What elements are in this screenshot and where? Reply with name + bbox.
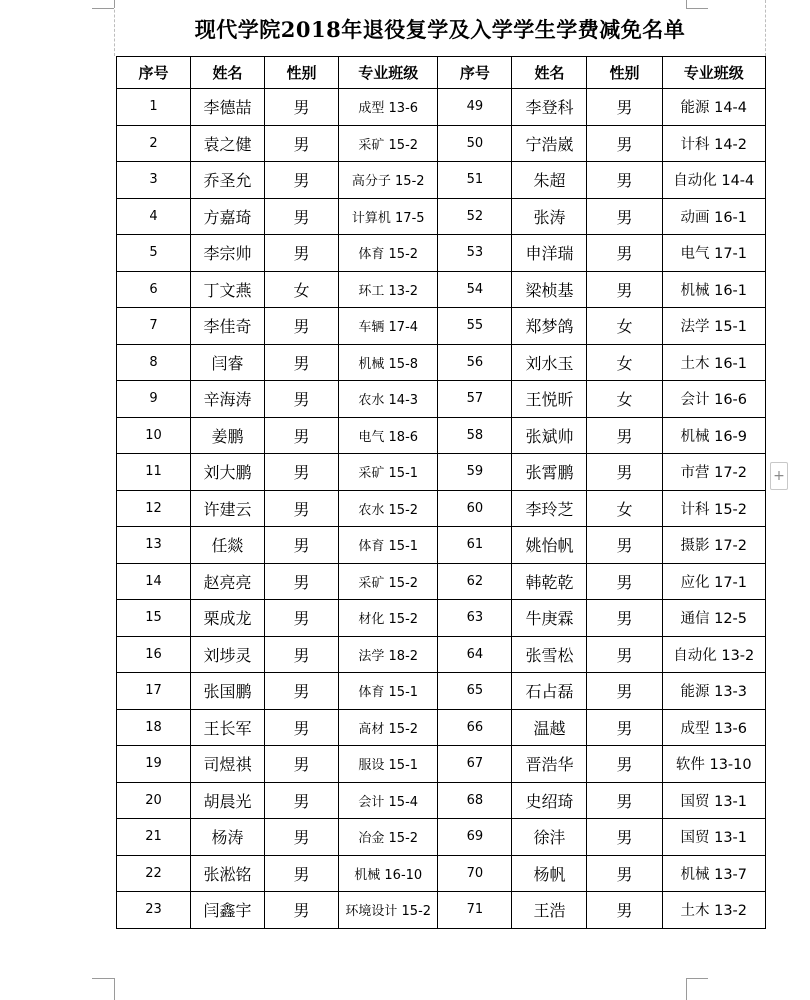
cell-name: 闫睿 xyxy=(191,344,265,381)
cell-no: 9 xyxy=(117,381,191,418)
cell-gender: 男 xyxy=(587,417,662,454)
cell-name: 张雪松 xyxy=(512,636,587,673)
cell-name: 宁浩崴 xyxy=(512,125,587,162)
cell-gender: 男 xyxy=(587,89,662,126)
header-no: 序号 xyxy=(117,57,191,89)
table-row xyxy=(117,162,766,199)
cell-major: 电气 17-1 xyxy=(662,235,766,272)
cell-no: 57 xyxy=(438,381,512,418)
table-row xyxy=(117,709,766,746)
cell-gender: 男 xyxy=(587,600,662,637)
cell-major: 环境设计 15-2 xyxy=(339,892,438,929)
table-row xyxy=(117,673,766,710)
cell-gender: 男 xyxy=(265,636,339,673)
cell-gender: 男 xyxy=(587,636,662,673)
cell-name: 刘大鹏 xyxy=(191,454,265,491)
cell-no: 51 xyxy=(438,162,512,199)
table-row xyxy=(117,819,766,856)
cell-name: 刘水玉 xyxy=(512,344,587,381)
cell-no: 69 xyxy=(438,819,512,856)
table-row xyxy=(117,855,766,892)
cell-gender: 男 xyxy=(265,162,339,199)
cell-gender: 男 xyxy=(265,490,339,527)
cell-no: 18 xyxy=(117,709,191,746)
cell-name: 闫鑫宇 xyxy=(191,892,265,929)
cell-gender: 男 xyxy=(265,454,339,491)
cell-no: 64 xyxy=(438,636,512,673)
cell-major: 采矿 15-2 xyxy=(339,563,438,600)
cell-no: 21 xyxy=(117,819,191,856)
cell-no: 7 xyxy=(117,308,191,345)
table-row xyxy=(117,636,766,673)
cell-gender: 男 xyxy=(265,600,339,637)
cell-no: 65 xyxy=(438,673,512,710)
cell-gender: 男 xyxy=(587,819,662,856)
add-icon[interactable]: + xyxy=(770,462,788,490)
cell-major: 能源 14-4 xyxy=(662,89,766,126)
cell-no: 71 xyxy=(438,892,512,929)
cell-gender: 男 xyxy=(587,746,662,783)
table-row xyxy=(117,308,766,345)
header-major: 专业班级 xyxy=(662,57,766,89)
cell-major: 环工 13-2 xyxy=(339,271,438,308)
cell-major: 体育 15-2 xyxy=(339,235,438,272)
table-row xyxy=(117,746,766,783)
cell-gender: 男 xyxy=(265,855,339,892)
cell-major: 体育 15-1 xyxy=(339,673,438,710)
cell-name: 杨帆 xyxy=(512,855,587,892)
cell-major: 计科 14-2 xyxy=(662,125,766,162)
cell-gender: 男 xyxy=(265,417,339,454)
table-row xyxy=(117,782,766,819)
cell-gender: 男 xyxy=(265,782,339,819)
cell-no: 70 xyxy=(438,855,512,892)
cell-name: 韩乾乾 xyxy=(512,563,587,600)
table-header-row xyxy=(117,57,766,89)
cell-name: 王浩 xyxy=(512,892,587,929)
table-row xyxy=(117,417,766,454)
cell-no: 4 xyxy=(117,198,191,235)
cell-no: 52 xyxy=(438,198,512,235)
cell-major: 材化 15-2 xyxy=(339,600,438,637)
crop-mark xyxy=(686,0,687,8)
table-row xyxy=(117,563,766,600)
cell-major: 体育 15-1 xyxy=(339,527,438,564)
cell-name: 张涛 xyxy=(512,198,587,235)
cell-major: 冶金 15-2 xyxy=(339,819,438,856)
cell-gender: 女 xyxy=(265,271,339,308)
cell-name: 丁文燕 xyxy=(191,271,265,308)
header-name: 姓名 xyxy=(512,57,587,89)
cell-gender: 男 xyxy=(265,344,339,381)
cell-no: 11 xyxy=(117,454,191,491)
cell-name: 杨涛 xyxy=(191,819,265,856)
cell-gender: 男 xyxy=(587,563,662,600)
crop-mark xyxy=(686,978,708,979)
cell-no: 8 xyxy=(117,344,191,381)
header-gender: 性别 xyxy=(265,57,339,89)
cell-gender: 男 xyxy=(587,454,662,491)
cell-major: 土木 13-2 xyxy=(662,892,766,929)
cell-name: 梁桢基 xyxy=(512,271,587,308)
cell-name: 刘埗灵 xyxy=(191,636,265,673)
table-row xyxy=(117,344,766,381)
cell-name: 赵亮亮 xyxy=(191,563,265,600)
cell-name: 张国鹏 xyxy=(191,673,265,710)
cell-major: 能源 13-3 xyxy=(662,673,766,710)
cell-major: 成型 13-6 xyxy=(339,89,438,126)
cell-major: 机械 16-9 xyxy=(662,417,766,454)
document-title: 现代学院2018年退役复学及入学学生学费减免名单 xyxy=(194,17,686,42)
cell-no: 61 xyxy=(438,527,512,564)
cell-no: 15 xyxy=(117,600,191,637)
table-row xyxy=(117,527,766,564)
cell-no: 49 xyxy=(438,89,512,126)
cell-no: 20 xyxy=(117,782,191,819)
cell-name: 王悦昕 xyxy=(512,381,587,418)
cell-name: 晋浩华 xyxy=(512,746,587,783)
cell-no: 62 xyxy=(438,563,512,600)
cell-gender: 女 xyxy=(587,308,662,345)
table-row xyxy=(117,381,766,418)
header-major: 专业班级 xyxy=(339,57,438,89)
cell-major: 采矿 15-1 xyxy=(339,454,438,491)
cell-major: 法学 15-1 xyxy=(662,308,766,345)
cell-major: 动画 16-1 xyxy=(662,198,766,235)
cell-name: 辛海涛 xyxy=(191,381,265,418)
cell-gender: 男 xyxy=(265,235,339,272)
crop-mark xyxy=(686,978,687,1000)
cell-gender: 女 xyxy=(587,381,662,418)
cell-major: 农水 14-3 xyxy=(339,381,438,418)
cell-name: 胡晨光 xyxy=(191,782,265,819)
header-no: 序号 xyxy=(438,57,512,89)
crop-mark xyxy=(114,978,115,1000)
cell-name: 张霄鹏 xyxy=(512,454,587,491)
cell-major: 机械 16-10 xyxy=(339,855,438,892)
cell-major: 计科 15-2 xyxy=(662,490,766,527)
cell-major: 服设 15-1 xyxy=(339,746,438,783)
cell-name: 姚怡帆 xyxy=(512,527,587,564)
cell-gender: 女 xyxy=(587,344,662,381)
cell-gender: 男 xyxy=(587,527,662,564)
cell-gender: 男 xyxy=(265,563,339,600)
cell-gender: 男 xyxy=(587,892,662,929)
cell-name: 姜鹏 xyxy=(191,417,265,454)
cell-major: 高材 15-2 xyxy=(339,709,438,746)
cell-name: 王长军 xyxy=(191,709,265,746)
cell-gender: 男 xyxy=(587,125,662,162)
cell-no: 14 xyxy=(117,563,191,600)
table-body xyxy=(117,89,766,929)
cell-gender: 男 xyxy=(587,235,662,272)
cell-name: 栗成龙 xyxy=(191,600,265,637)
cell-major: 土木 16-1 xyxy=(662,344,766,381)
cell-name: 袁之健 xyxy=(191,125,265,162)
cell-major: 计算机 17-5 xyxy=(339,198,438,235)
cell-no: 3 xyxy=(117,162,191,199)
cell-major: 国贸 13-1 xyxy=(662,782,766,819)
cell-gender: 男 xyxy=(265,527,339,564)
cell-major: 成型 13-6 xyxy=(662,709,766,746)
header-name: 姓名 xyxy=(191,57,265,89)
cell-gender: 男 xyxy=(587,162,662,199)
cell-major: 通信 12-5 xyxy=(662,600,766,637)
cell-no: 53 xyxy=(438,235,512,272)
cell-major: 机械 13-7 xyxy=(662,855,766,892)
cell-name: 李玲芝 xyxy=(512,490,587,527)
table-row xyxy=(117,125,766,162)
cell-major: 机械 15-8 xyxy=(339,344,438,381)
cell-gender: 男 xyxy=(265,673,339,710)
crop-mark xyxy=(114,0,115,8)
cell-no: 60 xyxy=(438,490,512,527)
cell-gender: 男 xyxy=(587,709,662,746)
cell-no: 50 xyxy=(438,125,512,162)
cell-name: 申洋瑞 xyxy=(512,235,587,272)
cell-major: 国贸 13-1 xyxy=(662,819,766,856)
student-list-table xyxy=(116,56,766,929)
crop-mark xyxy=(686,8,708,9)
table-row xyxy=(117,454,766,491)
crop-mark xyxy=(92,8,114,9)
table-row xyxy=(117,892,766,929)
cell-major: 会计 16-6 xyxy=(662,381,766,418)
cell-gender: 男 xyxy=(587,855,662,892)
header-gender: 性别 xyxy=(587,57,662,89)
cell-major: 会计 15-4 xyxy=(339,782,438,819)
cell-no: 67 xyxy=(438,746,512,783)
cell-name: 许建云 xyxy=(191,490,265,527)
table-row xyxy=(117,271,766,308)
cell-no: 54 xyxy=(438,271,512,308)
table-row xyxy=(117,490,766,527)
cell-no: 58 xyxy=(438,417,512,454)
cell-no: 1 xyxy=(117,89,191,126)
cell-no: 19 xyxy=(117,746,191,783)
cell-gender: 男 xyxy=(265,125,339,162)
cell-no: 68 xyxy=(438,782,512,819)
cell-no: 13 xyxy=(117,527,191,564)
cell-gender: 男 xyxy=(587,673,662,710)
cell-name: 郑梦鸽 xyxy=(512,308,587,345)
cell-no: 16 xyxy=(117,636,191,673)
cell-name: 史绍琦 xyxy=(512,782,587,819)
cell-no: 22 xyxy=(117,855,191,892)
cell-name: 朱超 xyxy=(512,162,587,199)
cell-name: 李宗帅 xyxy=(191,235,265,272)
cell-gender: 男 xyxy=(265,381,339,418)
cell-name: 牛庚霖 xyxy=(512,600,587,637)
cell-name: 张淞铭 xyxy=(191,855,265,892)
cell-name: 司煜祺 xyxy=(191,746,265,783)
cell-major: 应化 17-1 xyxy=(662,563,766,600)
cell-major: 高分子 15-2 xyxy=(339,162,438,199)
cell-no: 5 xyxy=(117,235,191,272)
cell-gender: 男 xyxy=(587,198,662,235)
table-row xyxy=(117,235,766,272)
cell-gender: 男 xyxy=(265,198,339,235)
cell-gender: 女 xyxy=(587,490,662,527)
cell-gender: 男 xyxy=(265,746,339,783)
cell-name: 李德喆 xyxy=(191,89,265,126)
cell-name: 李佳奇 xyxy=(191,308,265,345)
cell-no: 17 xyxy=(117,673,191,710)
cell-major: 法学 18-2 xyxy=(339,636,438,673)
cell-no: 12 xyxy=(117,490,191,527)
cell-name: 李登科 xyxy=(512,89,587,126)
cell-gender: 男 xyxy=(265,308,339,345)
cell-major: 电气 18-6 xyxy=(339,417,438,454)
cell-name: 石占磊 xyxy=(512,673,587,710)
cell-no: 55 xyxy=(438,308,512,345)
cell-name: 任燚 xyxy=(191,527,265,564)
cell-no: 66 xyxy=(438,709,512,746)
cell-name: 乔圣允 xyxy=(191,162,265,199)
cell-no: 2 xyxy=(117,125,191,162)
cell-major: 自动化 13-2 xyxy=(662,636,766,673)
cell-no: 56 xyxy=(438,344,512,381)
cell-major: 自动化 14-4 xyxy=(662,162,766,199)
cell-gender: 男 xyxy=(265,89,339,126)
cell-name: 温越 xyxy=(512,709,587,746)
cell-major: 软件 13-10 xyxy=(662,746,766,783)
cell-name: 方嘉琦 xyxy=(191,198,265,235)
cell-name: 张斌帅 xyxy=(512,417,587,454)
cell-name: 徐沣 xyxy=(512,819,587,856)
cell-no: 59 xyxy=(438,454,512,491)
cell-major: 农水 15-2 xyxy=(339,490,438,527)
cell-gender: 男 xyxy=(265,819,339,856)
table-row xyxy=(117,600,766,637)
cell-gender: 男 xyxy=(587,271,662,308)
table-row xyxy=(117,198,766,235)
cell-gender: 男 xyxy=(265,892,339,929)
cell-no: 10 xyxy=(117,417,191,454)
cell-gender: 男 xyxy=(587,782,662,819)
crop-mark xyxy=(92,978,114,979)
cell-major: 市营 17-2 xyxy=(662,454,766,491)
cell-no: 63 xyxy=(438,600,512,637)
cell-major: 车辆 17-4 xyxy=(339,308,438,345)
cell-major: 采矿 15-2 xyxy=(339,125,438,162)
cell-gender: 男 xyxy=(265,709,339,746)
cell-no: 23 xyxy=(117,892,191,929)
cell-major: 机械 16-1 xyxy=(662,271,766,308)
cell-major: 摄影 17-2 xyxy=(662,527,766,564)
cell-no: 6 xyxy=(117,271,191,308)
table-row xyxy=(117,89,766,126)
